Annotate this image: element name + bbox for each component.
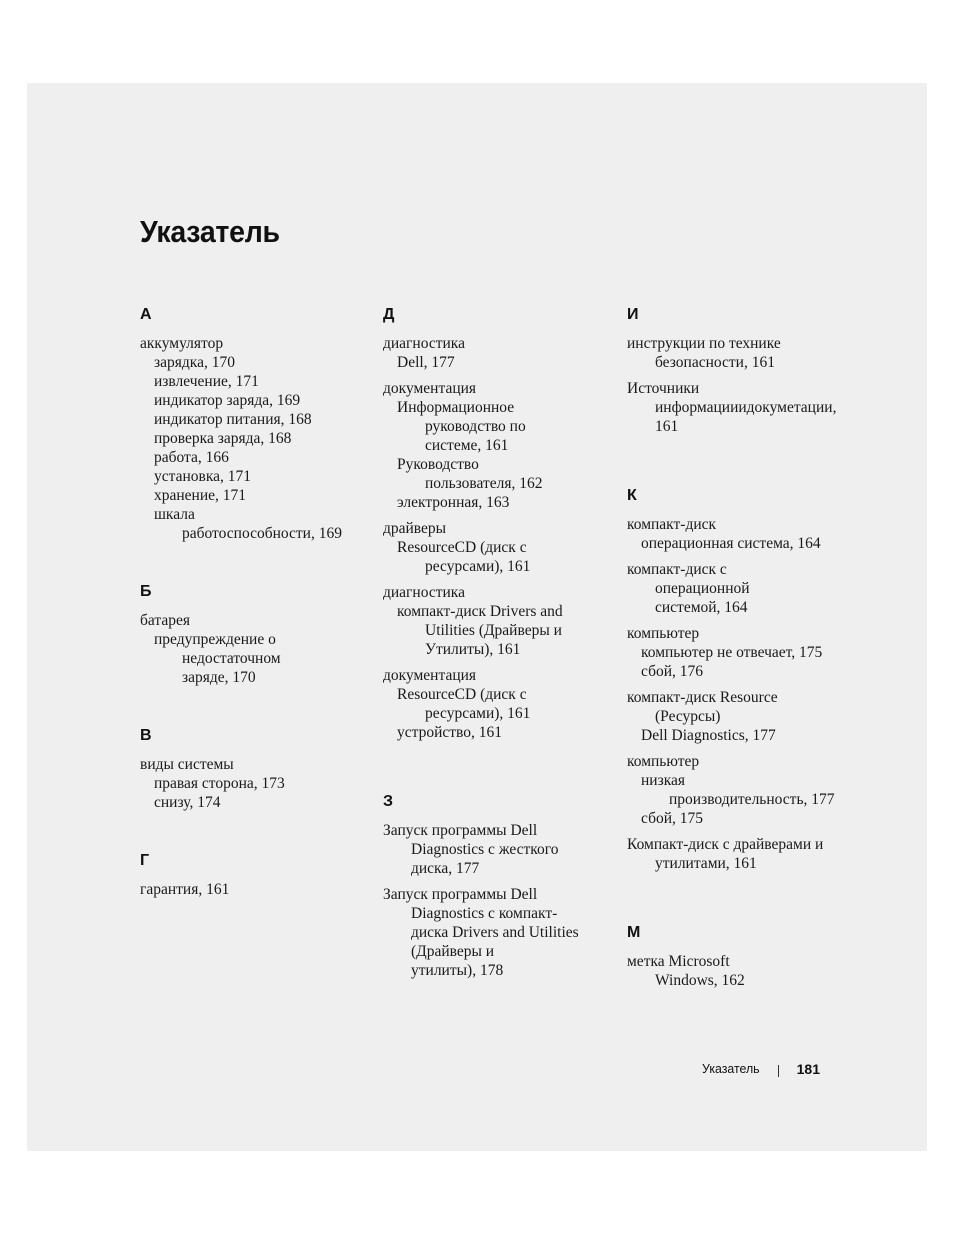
footer-section-label: Указатель <box>702 1061 760 1076</box>
index-subterm: предупреждение о <box>154 631 276 648</box>
index-subterm: системой, 164 <box>655 599 748 616</box>
index-letter-heading: З <box>383 793 394 810</box>
index-entry <box>383 885 613 980</box>
index-entry <box>140 334 370 543</box>
index-term: диагностика <box>383 584 465 601</box>
index-subterm: ResourceCD (диск с <box>397 686 527 703</box>
index-subterm: Информационное <box>397 399 515 416</box>
index-term: компакт-диск с <box>627 561 727 578</box>
index-term: метка Microsoft <box>627 953 730 970</box>
index-subterm: утилитами, 161 <box>655 855 757 872</box>
index-entry <box>627 688 852 745</box>
index-letter-heading: Г <box>140 852 150 869</box>
index-subterm: производительность, 177 <box>669 791 835 808</box>
index-subterm: Utilities (Драйверы и <box>425 622 562 639</box>
index-column-1 <box>140 304 370 906</box>
index-subterm: диска, 177 <box>411 860 480 877</box>
index-letter-heading: И <box>627 306 639 323</box>
page-number: 181 <box>796 1061 820 1077</box>
index-entry <box>627 624 852 681</box>
index-entry <box>383 583 613 659</box>
index-subterm: руководство по <box>425 418 526 435</box>
index-subterm: индикатор заряда, 169 <box>154 392 301 409</box>
index-entry <box>383 666 613 742</box>
index-subterm: Diagnostics с компакт- <box>411 905 558 922</box>
index-term: компакт-диск <box>627 516 717 533</box>
index-letter-heading: В <box>140 727 152 744</box>
index-term: гарантия, 161 <box>140 881 230 898</box>
index-entry <box>627 560 852 617</box>
index-subterm: операционной <box>655 580 750 597</box>
index-letter-heading: А <box>140 306 152 323</box>
index-subterm: системе, 161 <box>425 437 509 454</box>
index-subterm: сбой, 175 <box>641 810 703 827</box>
index-column-3 <box>627 304 852 997</box>
index-subterm: зарядка, 170 <box>154 354 235 371</box>
index-subterm: Утилиты), 161 <box>425 641 521 658</box>
index-subterm: недостаточном <box>182 650 281 667</box>
index-entry <box>627 952 852 990</box>
section-spacer <box>383 749 613 791</box>
index-subterm: ресурсами), 161 <box>425 705 531 722</box>
index-subterm: утилиты), 178 <box>411 962 504 979</box>
index-entry <box>383 379 613 512</box>
index-subterm: заряде, 170 <box>182 669 256 686</box>
section-spacer <box>140 550 370 581</box>
index-subterm: операционная система, 164 <box>641 535 821 552</box>
index-subterm: Dell Diagnostics, 177 <box>641 727 776 744</box>
index-entry <box>140 880 370 899</box>
index-entry <box>140 755 370 812</box>
index-subterm: диска Drivers and Utilities <box>411 924 579 941</box>
index-term: компакт-диск Resource <box>627 689 778 706</box>
index-subterm: безопасности, 161 <box>655 354 775 371</box>
index-entry <box>383 821 613 878</box>
index-subterm: низкая <box>641 772 686 789</box>
index-term: инструкции по технике <box>627 335 781 352</box>
footer-divider <box>778 1065 779 1077</box>
index-subterm: (Ресурсы) <box>655 708 721 725</box>
index-letter-heading: М <box>627 924 641 941</box>
index-subterm: установка, 171 <box>154 468 252 485</box>
index-term: Компакт-диск с драйверами и <box>627 836 824 853</box>
index-subterm: (Драйверы и <box>411 943 495 960</box>
index-term: диагностика <box>383 335 465 352</box>
index-subterm: информацииидокуметации, <box>655 399 837 416</box>
index-subterm: индикатор питания, 168 <box>154 411 312 428</box>
index-subterm: электронная, 163 <box>397 494 510 511</box>
index-subterm: ResourceCD (диск с <box>397 539 527 556</box>
index-term: документация <box>383 667 477 684</box>
index-term: компьютер <box>627 753 700 770</box>
index-term: компьютер <box>627 625 700 642</box>
index-entry <box>383 334 613 372</box>
index-term: Запуск программы Dell <box>383 822 538 839</box>
index-entry <box>627 835 852 873</box>
index-subterm: извлечение, 171 <box>154 373 259 390</box>
index-subterm: Руководство <box>397 456 479 473</box>
section-spacer <box>140 819 370 850</box>
page-title: Указатель <box>140 214 280 249</box>
index-subterm: компакт-диск Drivers and <box>397 603 563 620</box>
index-subterm: сбой, 176 <box>641 663 703 680</box>
section-spacer <box>627 880 852 922</box>
index-entry <box>383 519 613 576</box>
index-term: аккумулятор <box>140 335 224 352</box>
index-subterm: хранение, 171 <box>154 487 247 504</box>
index-letter-heading: Б <box>140 583 152 600</box>
index-entry <box>627 379 852 436</box>
index-entry <box>627 334 852 372</box>
index-subterm: пользователя, 162 <box>425 475 543 492</box>
index-entry <box>140 611 370 687</box>
index-subterm: Diagnostics с жесткого <box>411 841 559 858</box>
index-term: Источники <box>627 380 700 397</box>
index-subterm: снизу, 174 <box>154 794 221 811</box>
index-subterm: Dell, 177 <box>397 354 455 371</box>
index-letter-heading: К <box>627 487 637 504</box>
index-subterm: 161 <box>655 418 679 435</box>
index-subterm: ресурсами), 161 <box>425 558 531 575</box>
index-subterm: шкала <box>154 506 195 523</box>
index-subterm: компьютер не отвечает, 175 <box>641 644 823 661</box>
index-term: драйверы <box>383 520 447 537</box>
index-term: документация <box>383 380 477 397</box>
index-term: батарея <box>140 612 190 629</box>
section-spacer <box>140 694 370 725</box>
section-spacer <box>627 443 852 485</box>
index-entry <box>627 515 852 553</box>
index-entry <box>627 752 852 828</box>
index-subterm: проверка заряда, 168 <box>154 430 292 447</box>
index-subterm: работоспособности, 169 <box>182 525 342 542</box>
index-term: Запуск программы Dell <box>383 886 538 903</box>
index-subterm: работа, 166 <box>154 449 229 466</box>
page-footer <box>600 1061 820 1081</box>
index-subterm: устройство, 161 <box>397 724 503 741</box>
index-letter-heading: Д <box>383 306 395 323</box>
index-subterm: Windows, 162 <box>655 972 745 989</box>
index-column-2 <box>383 304 613 987</box>
index-term: виды системы <box>140 756 234 773</box>
index-subterm: правая сторона, 173 <box>154 775 285 792</box>
